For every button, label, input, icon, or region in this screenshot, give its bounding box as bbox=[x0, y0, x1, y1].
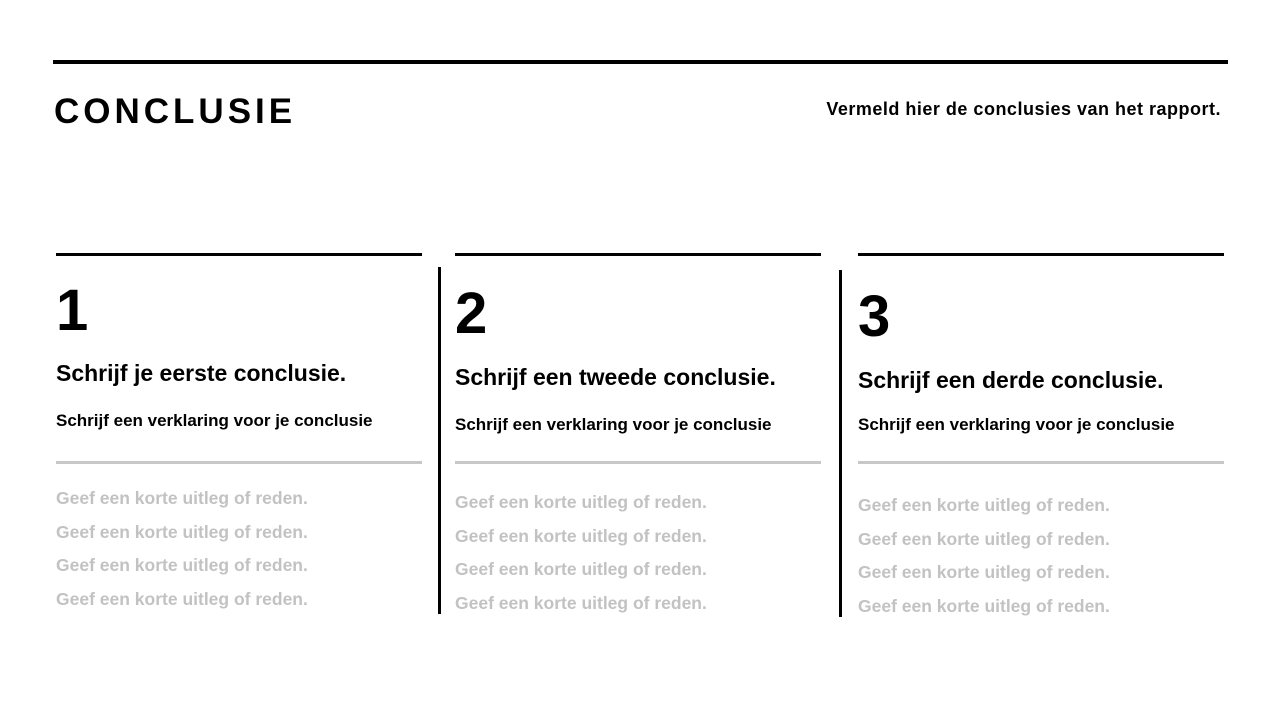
conclusion-number: 2 bbox=[455, 281, 488, 346]
reason-item: Geef een korte uitleg of reden. bbox=[455, 525, 707, 546]
conclusion-heading: Schrijf een derde conclusie. bbox=[858, 367, 1164, 393]
column-top-rule bbox=[56, 253, 422, 256]
reason-item: Geef een korte uitleg of reden. bbox=[56, 521, 308, 542]
column-separator bbox=[438, 267, 441, 614]
conclusion-heading: Schrijf een tweede conclusie. bbox=[455, 364, 776, 390]
reason-item: Geef een korte uitleg of reden. bbox=[858, 495, 1110, 515]
reason-item: Geef een korte uitleg of reden. bbox=[858, 562, 1110, 582]
conclusion-heading: Schrijf je eerste conclusie. bbox=[56, 360, 347, 386]
top-rule bbox=[53, 60, 1228, 64]
reason-item: Geef een korte uitleg of reden. bbox=[56, 488, 308, 508]
conclusion-explanation: Schrijf een verklaring voor je conclusie bbox=[56, 411, 373, 430]
column-divider bbox=[56, 461, 422, 464]
reason-item: Geef een korte uitleg of reden. bbox=[858, 595, 1110, 616]
reason-list bbox=[455, 486, 707, 620]
column-divider bbox=[455, 461, 821, 464]
column-top-rule bbox=[858, 253, 1224, 256]
reason-item: Geef een korte uitleg of reden. bbox=[455, 559, 707, 579]
reason-item: Geef een korte uitleg of reden. bbox=[56, 588, 308, 609]
conclusion-explanation: Schrijf een verklaring voor je conclusie bbox=[858, 415, 1175, 434]
reason-item: Geef een korte uitleg of reden. bbox=[455, 592, 707, 613]
page-title: CONCLUSIE bbox=[54, 92, 297, 131]
reason-list bbox=[858, 489, 1110, 623]
reason-item: Geef een korte uitleg of reden. bbox=[455, 492, 707, 512]
reason-item: Geef een korte uitleg of reden. bbox=[56, 555, 308, 575]
conclusion-explanation: Schrijf een verklaring voor je conclusie bbox=[455, 415, 772, 434]
column-divider bbox=[858, 461, 1224, 464]
page-subtitle: Vermeld hier de conclusies van het rapport. bbox=[826, 99, 1221, 119]
column-top-rule bbox=[455, 253, 821, 256]
conclusion-number: 3 bbox=[858, 284, 891, 349]
reason-item: Geef een korte uitleg of reden. bbox=[858, 528, 1110, 549]
conclusion-number: 1 bbox=[56, 278, 89, 343]
column-separator bbox=[839, 270, 842, 617]
reason-list bbox=[56, 482, 308, 616]
